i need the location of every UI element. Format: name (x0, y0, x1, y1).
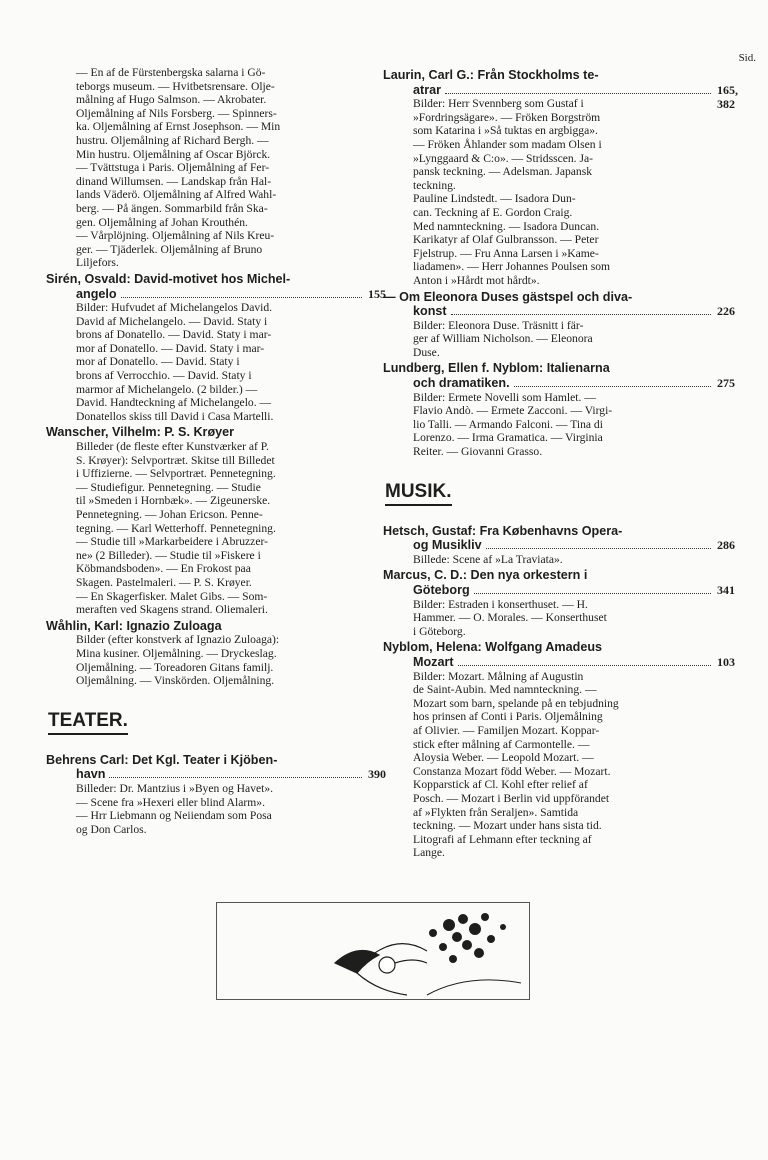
entry-caption-line: Oljemålning. — Vinskörden. Oljemålning. (76, 674, 275, 688)
dot-leader (451, 314, 711, 315)
entry-caption-line: Reiter. — Giovanni Grasso. (413, 445, 543, 459)
entry-caption-line: pansk teckning. — Adelsman. Japansk (413, 165, 593, 179)
entry-heading-cont (46, 767, 386, 782)
entry-caption-line: David. Handteckning af Michelangelo. — (76, 396, 272, 410)
entry-heading-tail: angelo (76, 286, 117, 301)
index-entry (383, 523, 735, 567)
index-entry (46, 752, 386, 837)
entry-caption-line: teckning. (413, 178, 456, 192)
entry-page-number: 103 (717, 654, 735, 669)
entry-caption-line: de Saint-Aubin. Med namnteckning. — (413, 683, 597, 697)
index-entry (46, 271, 386, 424)
entry-heading: Wanscher, Vilhelm: P. S. Krøyer (46, 425, 235, 440)
entry-heading-tail: Göteborg (413, 583, 470, 597)
entry-caption-line: ger af William Nicholson. — Eleonora (413, 332, 593, 346)
caption-line: hustru. Oljemålning af Richard Bergh. — (76, 133, 269, 147)
entry-caption-line: Aloysia Weber. — Leopold Mozart. — (413, 751, 594, 765)
entry-heading: Nyblom, Helena: Wolfgang Amadeus (383, 640, 603, 655)
entry-heading-cont (383, 304, 735, 319)
entry-caption-line: can. Teckning af E. Gordon Craig. (413, 205, 573, 219)
caption-line: — En af de Fürstenbergska salarna i Gö- (76, 66, 266, 79)
entry-page-number: 341 (717, 583, 735, 597)
entry-heading-tail: och dramatiken. (413, 376, 510, 391)
caption-line: dinand Willumsen. — Landskap från Hal- (76, 174, 272, 188)
entry-caption-line: Köbmandsboden». — En Frokost paa (76, 562, 251, 576)
entry-caption-line: af Olivier. — Familjen Mozart. Koppar- (413, 723, 600, 737)
caption-line: — Vårplöjning. Oljemålning af Nils Kreu- (76, 229, 275, 243)
entry-caption-line: Bilder: Ermete Novelli som Hamlet. — (413, 390, 596, 404)
entry-caption-line: mor af Donatello. — David. Staty i mar- (76, 341, 265, 355)
entry-caption-line: lio Talli. — Armando Falconi. — Tina di (413, 417, 603, 431)
entry-caption-line: Duse. (413, 345, 440, 359)
entry-caption-line: Anton i »Hårdt mot hårdt». (413, 273, 540, 287)
entry-caption-line: Flavio Andò. — Ermete Zacconi. — Virgi- (413, 404, 613, 418)
entry-caption-line: Posch. — Mozart i Berlin vid uppförandet (413, 791, 610, 805)
entry-caption-line: — Hrr Liebmann og Neiiendam som Posa (76, 809, 272, 823)
entry-page-number: 286 (717, 538, 735, 553)
caption-line: Liljefors. (76, 256, 119, 270)
foliage-illustration (429, 913, 506, 963)
entry-heading: Laurin, Carl G.: Från Stockholms te- (383, 68, 599, 82)
index-entry (46, 425, 364, 616)
entry-heading: Hetsch, Gustaf: Fra Københavns Opera- (383, 523, 623, 538)
entry-caption-line: hos prinsen af Conti i Paris. Oljemålning (413, 710, 603, 724)
dot-leader (458, 665, 711, 666)
entry-heading: Lundberg, Ellen f. Nyblom: Italienarna (383, 361, 610, 376)
entry-caption-line: til »Smeden i Hornbæk». — Zigeunerske. (76, 494, 271, 508)
entry-heading-tail: konst (413, 304, 447, 319)
entry-caption-line: i Uffizierne. — Selvportræt. Pennetegning. (76, 467, 276, 481)
entry-heading-tail: Mozart (413, 654, 454, 669)
entry-caption-line: Pennetegning. — Johan Ericson. Penne- (76, 508, 263, 521)
caption-line: ger. — Tjäderlek. Oljemålning af Bruno (76, 242, 263, 256)
entry-caption-line: som Katarina i »Så tuktas en argbigga». (413, 124, 598, 138)
entry-caption-line: Bilder: Mozart. Målning af Augustin (413, 669, 584, 683)
caption-line: — Tvättstuga i Paris. Oljemålning af Fer- (76, 161, 270, 175)
decorative-illustration (216, 902, 530, 1000)
entry-caption-line: Bilder: Herr Svennberg som Gustaf i (413, 97, 584, 111)
dot-leader (121, 297, 362, 298)
entry-heading-cont (383, 654, 735, 670)
entry-heading: — Om Eleonora Duses gästspel och diva- (383, 289, 633, 304)
entry-caption-line: Mozart som barn, spelande på en tebjudning (413, 696, 619, 710)
index-entry (383, 289, 735, 360)
entry-caption-line: Donatellos skiss till David i Casa Martelli. (76, 409, 274, 423)
entry-caption-line: tegning. — Karl Wetterhoff. Pennetegning. (76, 521, 276, 535)
entry-heading-tail: og Musikliv (413, 538, 482, 553)
entry-page-number: 390 (368, 767, 386, 782)
entry-caption-line: ne» (2 Billeder). — Studie til »Fiskere i (76, 548, 261, 562)
caption-line: gen. Oljemålning af Johan Krouthén. (76, 215, 248, 229)
caption-line: Oljemålning af Nils Forsberg. — Spinners- (76, 106, 277, 120)
entry-page-number: 155 (368, 286, 386, 301)
entry-heading: Marcus, C. D.: Den nya orkestern i (383, 568, 588, 583)
entry-caption-line: Bilder: Hufvudet af Michelangelos David. (76, 301, 273, 315)
bird-illustration (335, 944, 427, 995)
entry-caption-line: Fjelstrup. — Fru Anna Larsen i »Kame- (413, 246, 599, 260)
entry-caption-line: teckning. — Mozart under hans sista tid. (413, 819, 602, 833)
entry-heading-cont (383, 538, 735, 553)
entry-caption-line: Hammer. — O. Morales. — Konserthuset (413, 611, 607, 625)
entry-heading-cont (383, 583, 735, 598)
entry-caption-line: »Lynggaard & C:o». — Stridsscen. Ja- (413, 151, 594, 165)
entry-heading-cont (46, 286, 386, 302)
entry-caption-line: Bilder: Eleonora Duse. Träsnitt i fär- (413, 318, 584, 332)
entry-page-number: 165, 382 (717, 82, 738, 112)
entry-heading-tail: atrar (413, 82, 442, 97)
entry-caption-line: af »Flykten från Seraljen». Samtida (413, 805, 579, 819)
caption-line: Min hustru. Oljemålning af Oscar Björck. (76, 147, 271, 161)
page-label: Sid. (738, 52, 756, 64)
entry-caption-line: meraften ved Skagens strand. Oliemaleri. (76, 603, 268, 617)
entry-page-number: 226 (717, 304, 735, 319)
caption-line: lands Väderö. Oljemålning af Alfred Wahl- (76, 188, 277, 202)
section-heading-musik: MUSIK. (385, 481, 452, 506)
entry-caption-line: brons af Donatello. — David. Staty i mar- (76, 328, 272, 342)
entry-caption-line: og Don Carlos. (76, 822, 147, 836)
entry-caption-line: Kopparstick af Cl. Kohl efter relief af (413, 778, 588, 792)
dot-leader (474, 593, 711, 594)
entry-caption-line: Billede: Scene af »La Traviata». (413, 552, 563, 566)
dot-leader (109, 777, 362, 778)
entry-caption-line: Bilder: Estraden i konserthuset. — H. (413, 597, 588, 611)
entry-page-number: 275 (717, 376, 735, 391)
entry-caption-line: — Studiefigur. Pennetegning. — Studie (76, 480, 261, 494)
index-entry (383, 68, 738, 288)
entry-caption-line: Mina kusiner. Oljemålning. — Dryckeslag. (76, 646, 277, 660)
entry-caption-line: Billeder: Dr. Mantzius i »Byen og Havet». (76, 781, 274, 795)
entry-caption-line: Karikatyr af Olaf Gulbransson. — Peter (413, 233, 599, 247)
dot-leader (445, 93, 711, 94)
entry-caption-line: Lorenzo. — Irma Gramatica. — Virginia (413, 431, 603, 445)
index-entry (383, 568, 735, 638)
entry-caption-line: mor af Donatello. — David. Staty i (76, 355, 240, 369)
entry-caption-line: — En Skagerfisker. Malet Gibs. — Som- (76, 589, 268, 603)
caption-line: ka. Oljemålning af Ernst Josephson. — Min (76, 120, 281, 134)
entry-caption-line: stick efter målning af Carmontelle. — (413, 737, 590, 751)
entry-caption-line: — Studie till »Markarbeidere i Abruzzer- (76, 535, 268, 549)
entry-caption-line: »Fordringsägare». — Fröken Borgström (413, 110, 601, 124)
index-entry (46, 619, 364, 688)
entry-caption-line: i Göteborg. (413, 624, 466, 638)
entry-caption-line: — Fröken Åhlander som madam Olsen i (413, 137, 602, 151)
caption-line: berg. — På ängen. Sommarbild från Ska- (76, 201, 268, 215)
right-column (383, 66, 738, 860)
left-column (46, 66, 386, 836)
entry-heading-cont (383, 376, 735, 391)
entry-caption-line: Litografi af Lehmann efter teckning af (413, 832, 592, 846)
entry-caption-line: Pauline Lindstedt. — Isadora Dun- (413, 192, 576, 206)
caption-line: teborgs museum. — Hvitbetsrensare. Olje- (76, 79, 275, 93)
entry-heading: Sirén, Osvald: David-motivet hos Michel- (46, 271, 291, 286)
entry-caption-line: — Scene fra »Hexeri eller blind Alarm». (76, 795, 265, 809)
section-heading-teater: TEATER. (48, 710, 128, 735)
entry-heading: Wåhlin, Karl: Ignazio Zuloaga (46, 618, 222, 633)
entry-caption-line: Skagen. Pastelmaleri. — P. S. Krøyer. (76, 575, 252, 589)
dot-leader (514, 386, 711, 387)
index-entry (383, 361, 735, 459)
entry-caption-line: brons af Verrocchio. — David. Staty i (76, 369, 252, 383)
entry-caption-line: marmor af Michelangelo. (2 bilder.) — (76, 382, 258, 396)
entry-caption-line: Oljemålning. — Toreadoren Gitans familj. (76, 660, 274, 674)
caption-line: målning af Hugo Salmson. — Akrobater. (76, 93, 267, 107)
entry-caption-line: Lange. (413, 846, 445, 860)
entry-caption-line: Med namnteckning. — Isadora Duncan. (413, 219, 600, 233)
entry-caption-line: Constanza Mozart född Weber. — Mozart. (413, 764, 611, 778)
index-entry (383, 640, 735, 860)
entry-caption-line: liadamen». — Herr Johannes Poulsen som (413, 260, 611, 274)
entry-heading-tail: havn (76, 767, 106, 782)
dot-leader (486, 548, 711, 549)
entry-caption-line: Billeder (de fleste efter Kunstværker af P. (76, 440, 269, 454)
entry-heading: Behrens Carl: Det Kgl. Teater i Kjöben- (46, 752, 278, 767)
entry-caption-line: David af Michelangelo. — David. Staty i (76, 314, 268, 328)
entry-caption-line: Bilder (efter konstverk af Ignazio Zuloaga): (76, 633, 280, 647)
entry-caption-line: S. Krøyer): Selvportræt. Skitse till Billedet (76, 453, 275, 467)
